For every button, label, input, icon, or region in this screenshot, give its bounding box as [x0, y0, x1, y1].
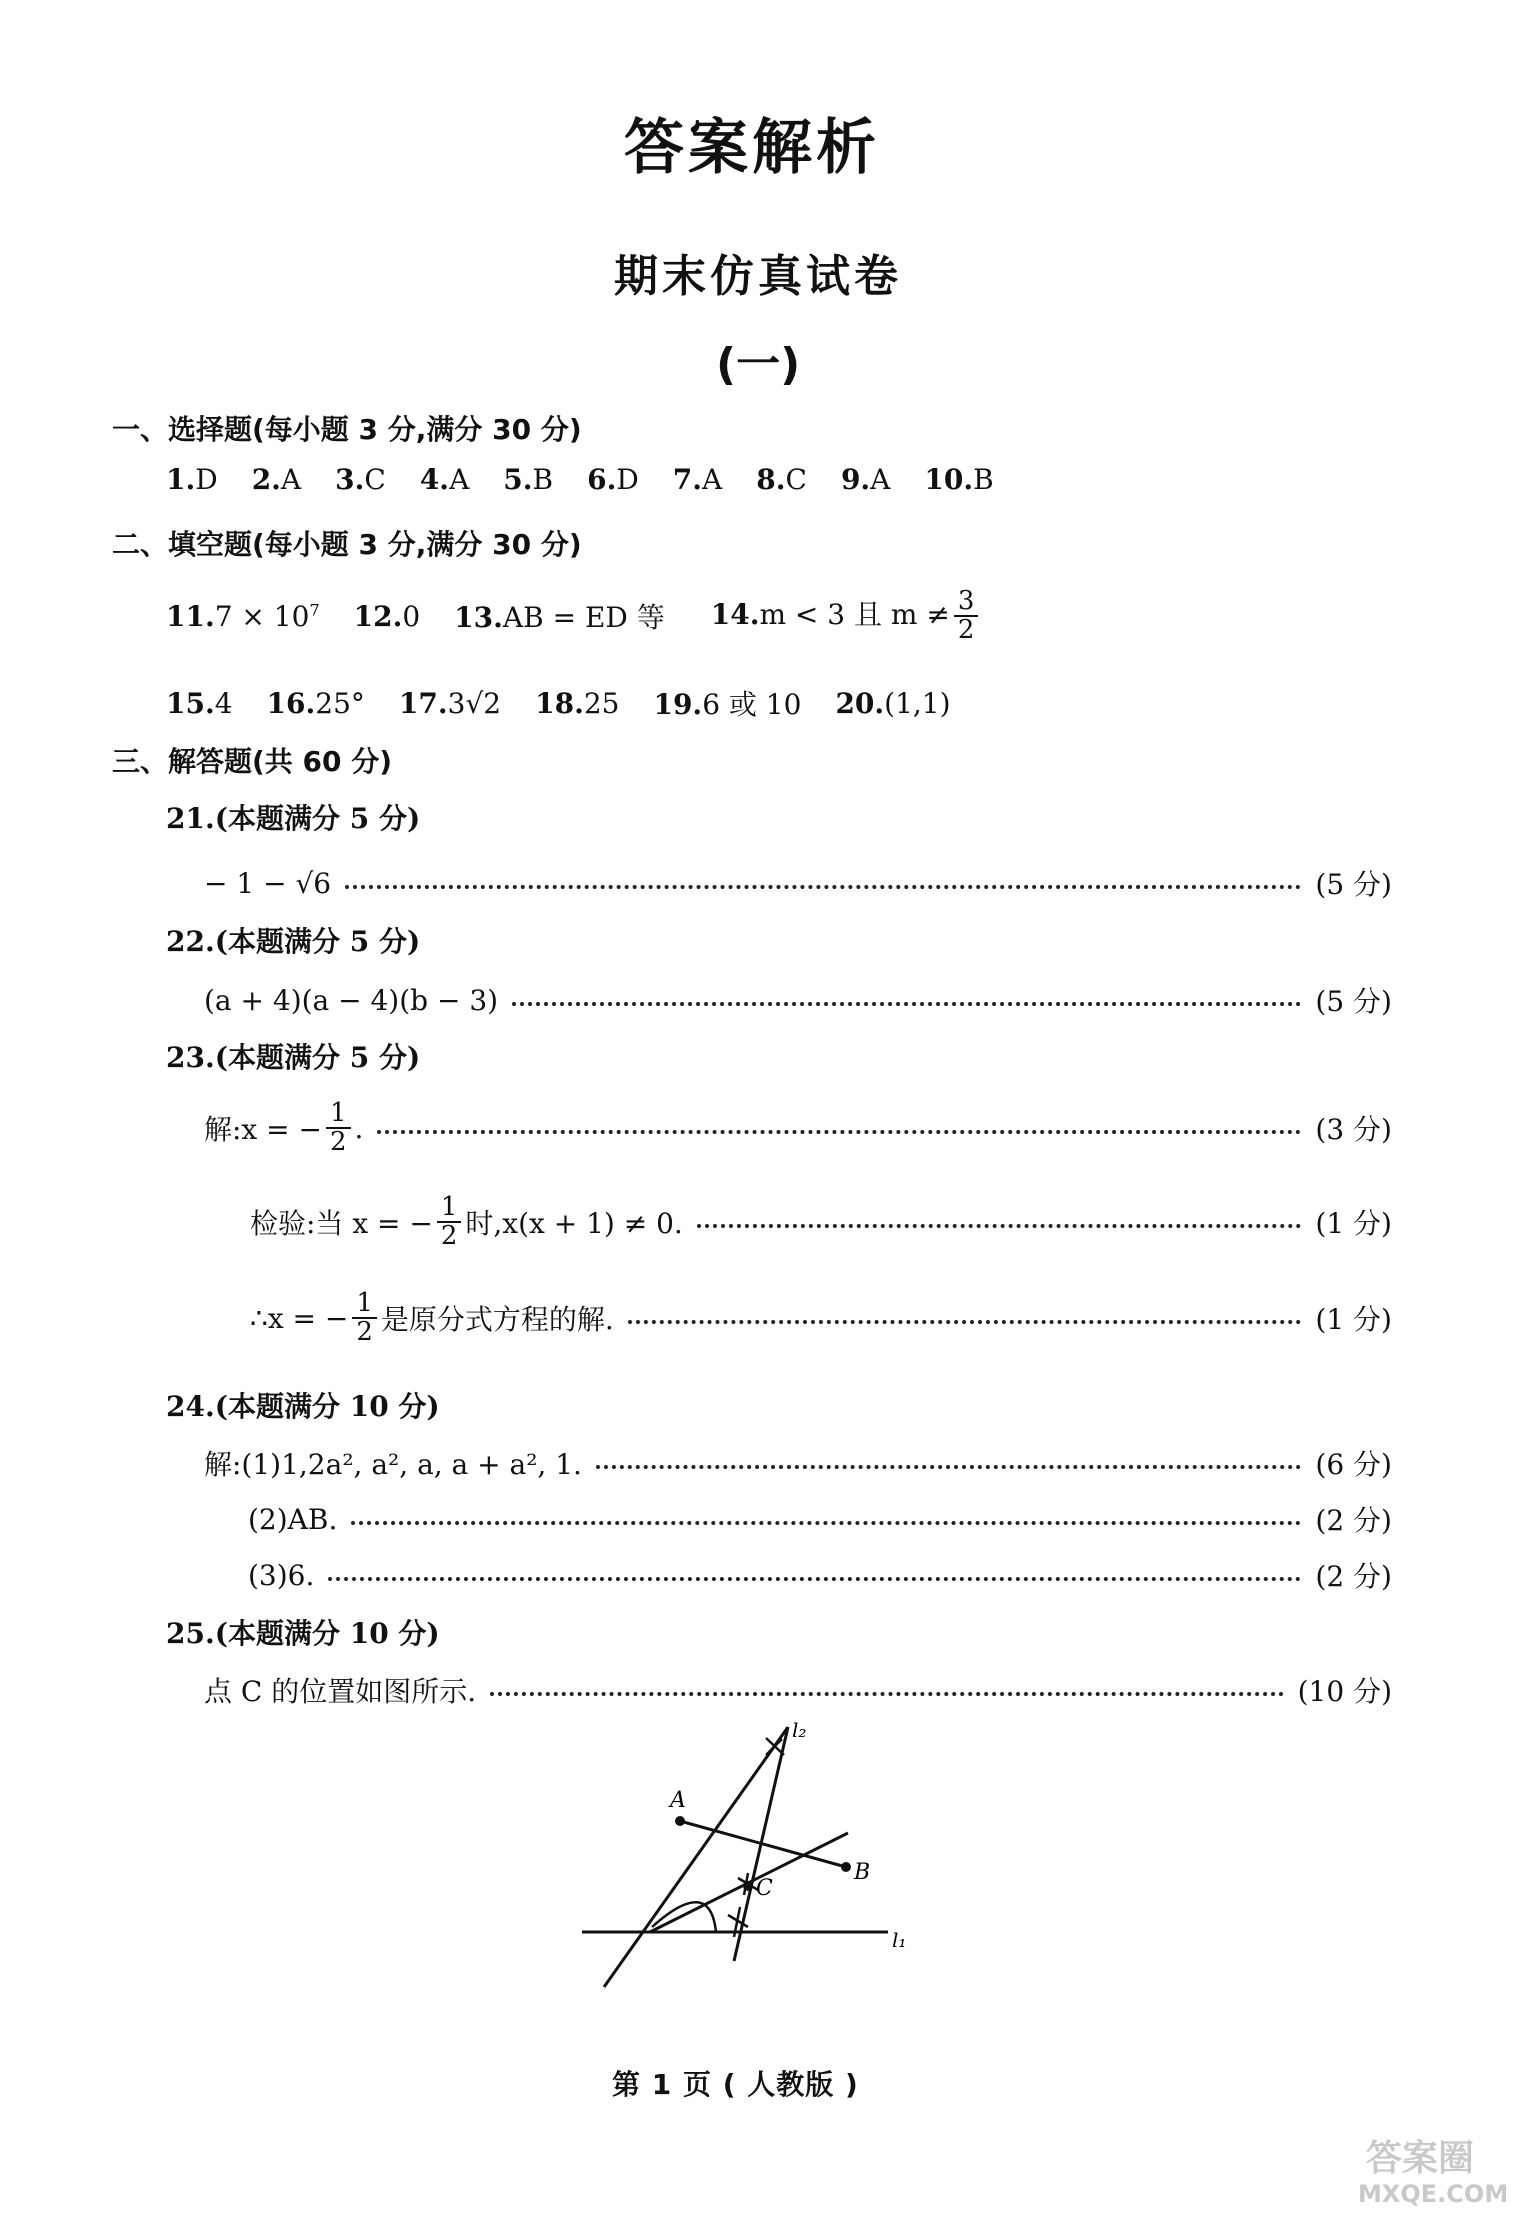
answer-item: 20.(1,1) — [835, 686, 951, 720]
line-bisector — [604, 1727, 788, 1987]
point-c — [743, 1881, 753, 1891]
answer-12: 12.0 — [353, 599, 421, 633]
answer-item: 19.6 或 10 — [653, 688, 802, 721]
q24-line2: (2)AB. (2 分) — [248, 1502, 1392, 1537]
answer-item: 4.A — [419, 463, 470, 496]
q22-answer: (a + 4)(a − 4)(b − 3) (5 分) — [204, 983, 1392, 1018]
q21-title: 21.(本题满分 5 分) — [166, 802, 421, 835]
point-a — [675, 1816, 685, 1826]
section1-heading: 一、选择题(每小题 3 分,满分 30 分) — [112, 413, 582, 446]
cross-mark — [766, 1738, 784, 1755]
fraction-1-2: $\frac{1}{2}$ — [326, 1100, 351, 1157]
q22-title: 22.(本题满分 5 分) — [166, 925, 421, 958]
answer-item: 5.B — [503, 463, 554, 496]
page-subtitle: 期末仿真试卷 — [614, 251, 902, 302]
q24-title: 24.(本题满分 10 分) — [166, 1390, 440, 1423]
section1-answers — [166, 463, 1028, 496]
answer-11: $11.7 \times 10^7$ — [166, 599, 320, 633]
answer-item: 17.3√2 — [398, 686, 502, 720]
fraction-3-2: $\frac{3}{2}$ — [954, 588, 979, 645]
section2-answers-row1 — [166, 588, 1016, 645]
answer-item: 16.25° — [266, 686, 365, 720]
watermark-url: MXQE.COM — [1358, 2180, 1509, 2208]
q24-line3: (3)6. (2 分) — [248, 1558, 1392, 1593]
q25-title: 25.(本题满分 10 分) — [166, 1617, 440, 1650]
section2-heading: 二、填空题(每小题 3 分,满分 30 分) — [112, 528, 582, 561]
answer-item: 15.4 — [166, 686, 233, 720]
page-title: 答案解析 — [624, 113, 880, 183]
section2-answers-row2 — [166, 683, 985, 723]
answer-item: 10.B — [924, 463, 994, 496]
label-b: B — [854, 1860, 871, 1885]
q24-line1: 解:(1)1,2a², a², a, a + a², 1. (6 分) — [204, 1448, 1392, 1481]
q23-line2: 检验:当 x = − $\frac{1}{2}$ 时,x(x + 1) ≠ 0. (1 分) — [250, 1192, 1392, 1252]
part-number: (一) — [716, 339, 801, 390]
answer-item: 6.D — [587, 463, 639, 496]
q21-answer: − 1 − √6 (5 分) — [204, 866, 1392, 901]
answer-item: 1.D — [166, 463, 218, 496]
q23-title: 23.(本题满分 5 分) — [166, 1041, 421, 1074]
q25-answer: 点 C 的位置如图所示. (10 分) — [204, 1675, 1392, 1708]
label-a: A — [670, 1788, 686, 1813]
answer-item: 8.C — [756, 463, 807, 496]
point-b — [841, 1862, 851, 1872]
label-c: C — [756, 1876, 773, 1901]
q23-line3: ∴x = − $\frac{1}{2}$ 是原分式方程的解. (1 分) — [250, 1288, 1392, 1348]
answer-item: 2.A — [251, 463, 302, 496]
q23-line1: 解:x = − $\frac{1}{2}$ . (3 分) — [204, 1098, 1392, 1158]
watermark-logo: 答案圈 — [1366, 2138, 1475, 2179]
fraction-1-2: $\frac{1}{2}$ — [352, 1290, 377, 1347]
answer-14: 14.m < 3 且 m ≠ $\frac{3}{2}$ — [711, 588, 983, 645]
fraction-1-2: $\frac{1}{2}$ — [437, 1194, 462, 1251]
answer-13: 13.AB = ED 等 — [454, 601, 665, 635]
section3-heading: 三、解答题(共 60 分) — [112, 745, 393, 778]
geometry-figure — [570, 1715, 930, 2005]
answer-item: 3.C — [335, 463, 386, 496]
label-l1: l₁ — [892, 1928, 907, 1952]
label-l2: l₂ — [792, 1718, 807, 1742]
answer-item: 9.A — [840, 463, 891, 496]
page-footer: 第 1 页 ( 人教版 ) — [612, 2068, 859, 2101]
answer-item: 7.A — [672, 463, 723, 496]
answer-item: 18.25 — [535, 686, 620, 720]
